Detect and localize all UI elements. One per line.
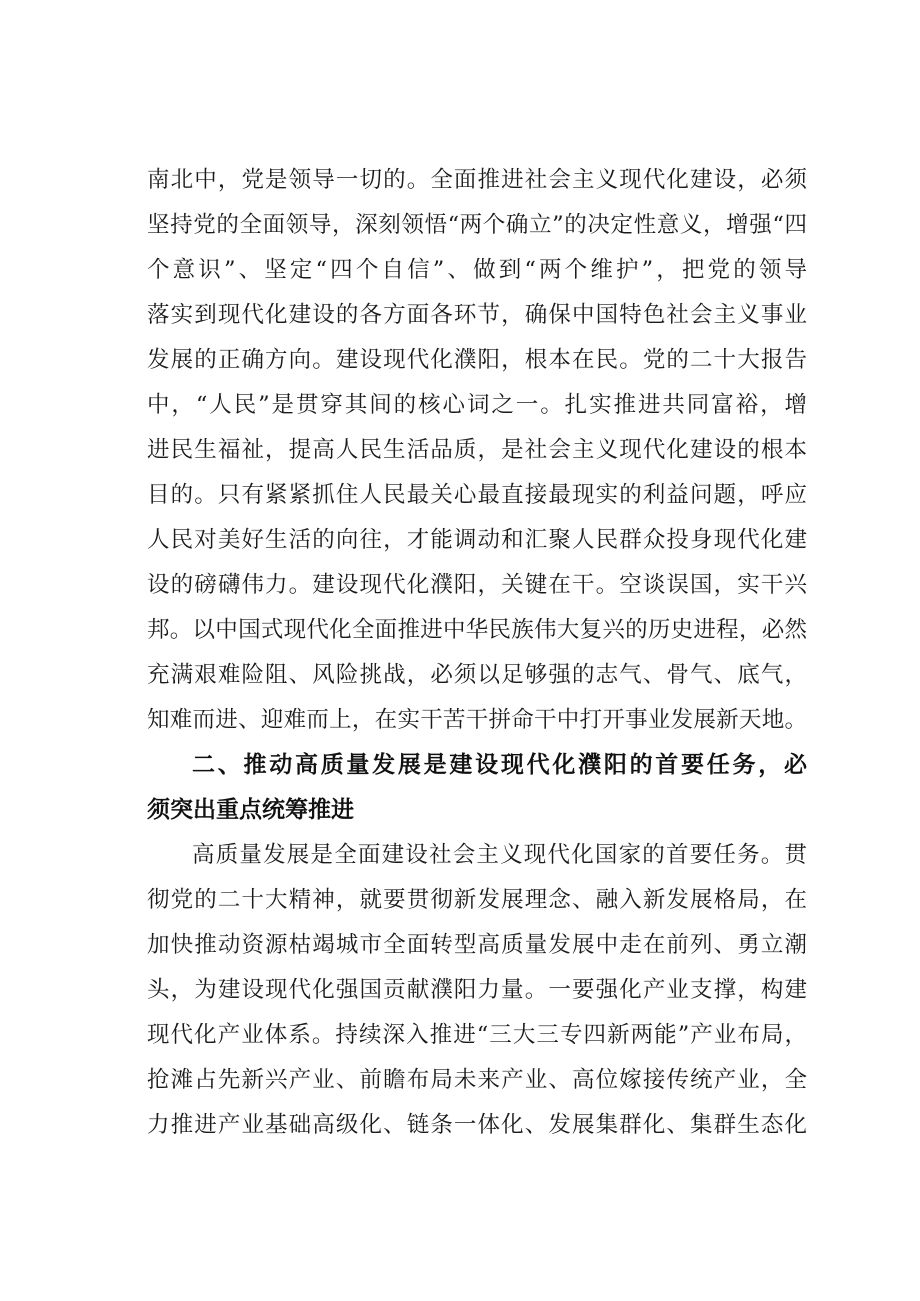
paragraph-1-line: 南北中，党是领导一切的。全面推进社会主义现代化建设，必须 [147, 167, 807, 193]
paragraph-2-line: 力推进产业基础高级化、链条一体化、发展集群化、集群生态化 [147, 1112, 807, 1138]
paragraph-1-line: 目的。只有紧紧抓住人民最关心最直接最现实的利益问题，呼应 [147, 482, 807, 508]
paragraph-1-line: 设的磅礴伟力。建设现代化濮阳，关键在干。空谈误国，实干兴 [147, 572, 807, 598]
paragraph-2-line: 现代化产业体系。持续深入推进“三大三专四新两能”产业布局， [147, 1022, 807, 1048]
paragraph-2-line: 抢滩占先新兴产业、前瞻布局未来产业、高位嫁接传统产业，全 [147, 1067, 807, 1093]
paragraph-1-line: 落实到现代化建设的各方面各环节，确保中国特色社会主义事业 [147, 302, 807, 328]
section-heading-line: 须突出重点统筹推进 [147, 797, 354, 823]
paragraph-1-line: 坚持党的全面领导，深刻领悟“两个确立”的决定性意义，增强“四 [147, 212, 807, 238]
paragraph-2-line: 头，为建设现代化强国贡献濮阳力量。一要强化产业支撑，构建 [147, 977, 807, 1003]
paragraph-2-line: 彻党的二十大精神，就要贯彻新发展理念、融入新发展格局，在 [147, 887, 807, 913]
paragraph-1-line: 人民对美好生活的向往，才能调动和汇聚人民群众投身现代化建 [147, 527, 807, 553]
section-heading-line: 二、推动高质量发展是建设现代化濮阳的首要任务，必 [192, 752, 807, 778]
paragraph-2-line: 加快推动资源枯竭城市全面转型高质量发展中走在前列、勇立潮 [147, 932, 807, 958]
paragraph-1-line: 发展的正确方向。建设现代化濮阳，根本在民。党的二十大报告 [147, 347, 807, 373]
paragraph-1-line: 充满艰难险阻、风险挑战，必须以足够强的志气、骨气、底气， [147, 662, 807, 688]
paragraph-2-line: 高质量发展是全面建设社会主义现代化国家的首要任务。贯 [192, 842, 807, 868]
paragraph-1-line: 知难而进、迎难而上，在实干苦干拼命干中打开事业发展新天地。 [147, 707, 807, 733]
paragraph-1-line: 中，“人民”是贯穿其间的核心词之一。扎实推进共同富裕，增 [147, 392, 807, 418]
paragraph-1-line: 个意识”、坚定“四个自信”、做到“两个维护”，把党的领导 [147, 257, 807, 283]
paragraph-1-line: 邦。以中国式现代化全面推进中华民族伟大复兴的历史进程，必然 [147, 617, 807, 643]
paragraph-1-line: 进民生福祉，提高人民生活品质，是社会主义现代化建设的根本 [147, 437, 807, 463]
